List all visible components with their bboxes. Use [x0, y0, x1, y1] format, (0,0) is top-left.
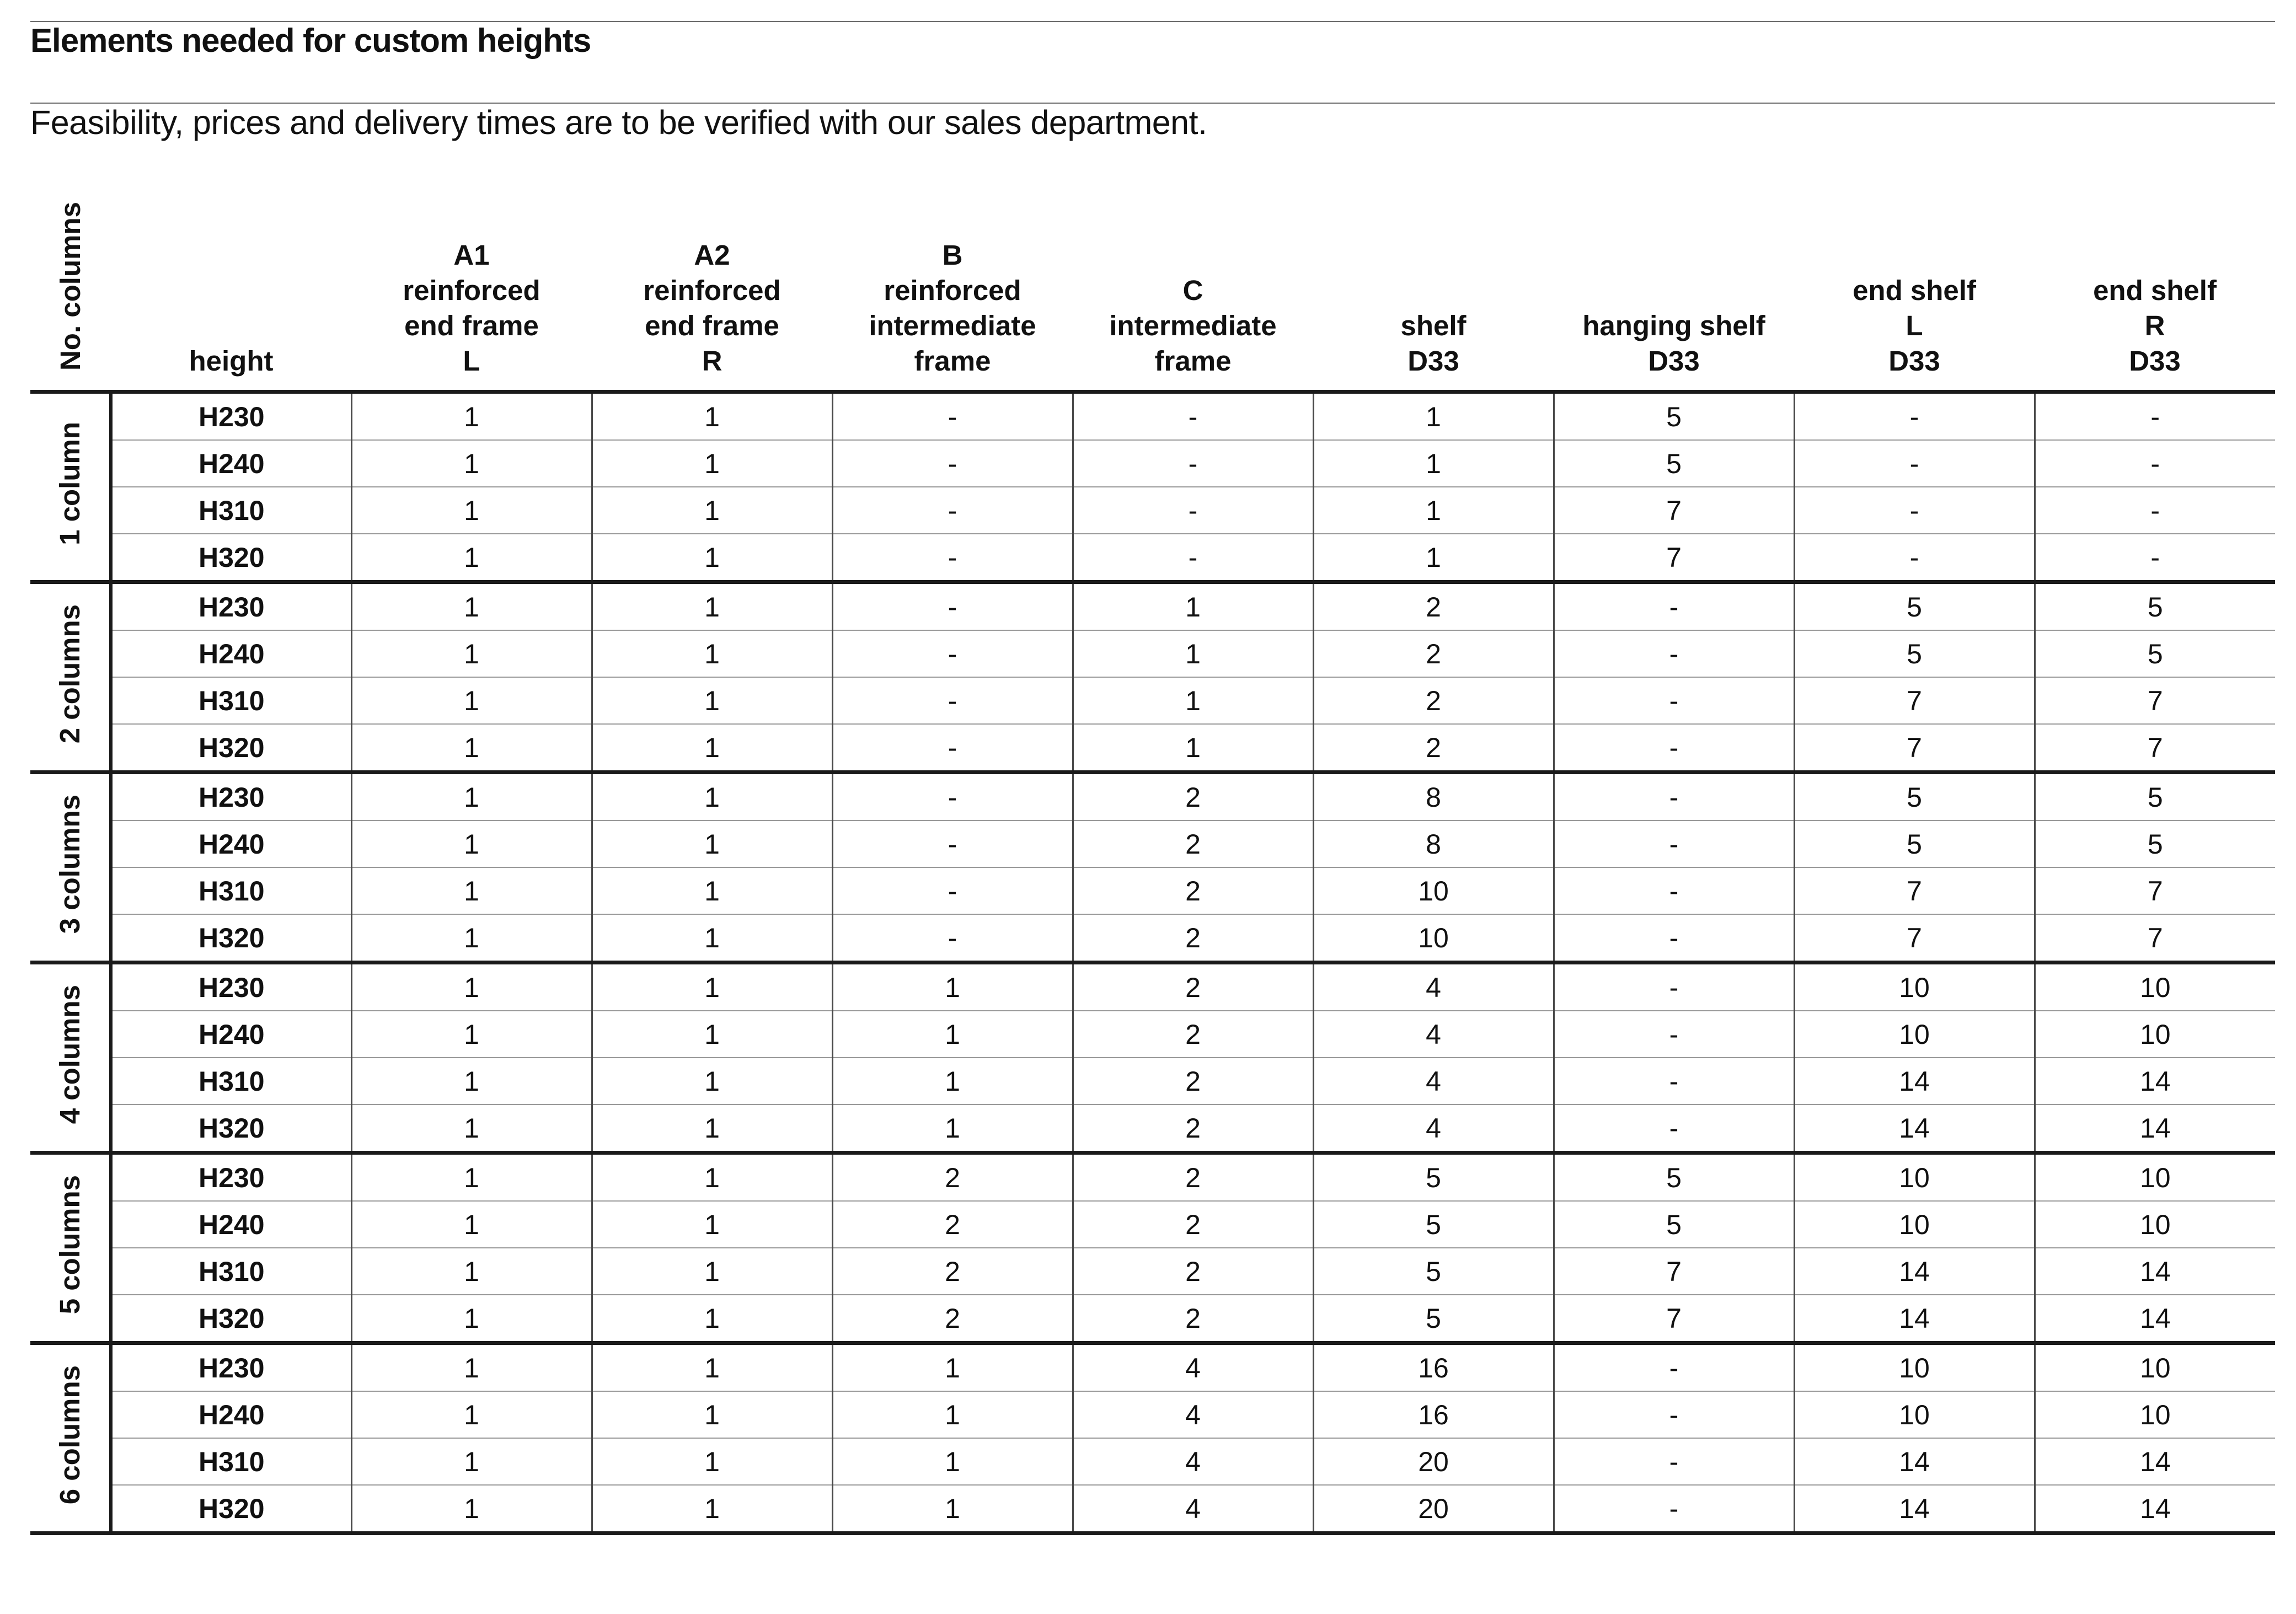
quantity-cell: 7 — [1554, 534, 1794, 582]
quantity-cell: 1 — [351, 1343, 592, 1392]
quantity-cell: 1 — [351, 440, 592, 487]
height-cell: H310 — [111, 867, 351, 914]
table-row — [30, 1248, 2275, 1295]
quantity-cell: 1 — [351, 487, 592, 534]
column-header-line: end shelf — [2093, 275, 2217, 306]
height-cell: H320 — [111, 534, 351, 582]
quantity-cell: 10 — [1794, 1153, 2035, 1202]
table-row — [30, 582, 2275, 631]
quantity-cell: 5 — [1313, 1248, 1554, 1295]
height-cell: H320 — [111, 914, 351, 963]
quantity-cell: 1 — [351, 1011, 592, 1058]
quantity-cell: - — [1554, 1343, 1794, 1392]
height-cell: H230 — [111, 773, 351, 821]
quantity-cell: - — [832, 677, 1073, 724]
height-cell: H310 — [111, 1248, 351, 1295]
quantity-cell: - — [832, 724, 1073, 773]
quantity-cell: 1 — [351, 582, 592, 631]
column-header-line: D33 — [1407, 345, 1459, 377]
table-row — [30, 1343, 2275, 1392]
column-header — [1313, 165, 1554, 392]
quantity-cell: - — [832, 914, 1073, 963]
column-group-label: 4 columns — [53, 984, 85, 1124]
quantity-cell: 5 — [1313, 1201, 1554, 1248]
quantity-cell: 7 — [1794, 724, 2035, 773]
quantity-cell: 2 — [1073, 773, 1313, 821]
quantity-cell: 10 — [1313, 914, 1554, 963]
quantity-cell: 2 — [1073, 1153, 1313, 1202]
table-row — [30, 1391, 2275, 1438]
table-row — [30, 1438, 2275, 1485]
quantity-cell: 14 — [1794, 1058, 2035, 1104]
quantity-cell: 1 — [351, 914, 592, 963]
quantity-cell: 10 — [1794, 1343, 2035, 1392]
quantity-cell: 5 — [2035, 630, 2275, 677]
quantity-cell: - — [832, 534, 1073, 582]
quantity-cell: - — [832, 392, 1073, 441]
quantity-cell: 8 — [1313, 821, 1554, 867]
column-group-label: 5 columns — [53, 1175, 85, 1315]
quantity-cell: 1 — [351, 1104, 592, 1153]
quantity-cell: - — [832, 821, 1073, 867]
quantity-cell: - — [1554, 1438, 1794, 1485]
quantity-cell: 1 — [351, 1485, 592, 1533]
height-cell: H310 — [111, 487, 351, 534]
table-row — [30, 1058, 2275, 1104]
height-cell: H240 — [111, 630, 351, 677]
quantity-cell: - — [1794, 392, 2035, 441]
column-header-line: R — [2144, 310, 2165, 341]
height-cell: H320 — [111, 1295, 351, 1343]
column-header — [832, 165, 1073, 392]
quantity-cell: 2 — [1073, 1295, 1313, 1343]
table-row — [30, 867, 2275, 914]
quantity-cell: 1 — [592, 1104, 832, 1153]
quantity-cell: - — [1554, 724, 1794, 773]
table-row — [30, 914, 2275, 963]
quantity-cell: 7 — [2035, 914, 2275, 963]
column-group-cell — [30, 1343, 111, 1533]
quantity-cell: 1 — [592, 1438, 832, 1485]
column-header — [1073, 165, 1313, 392]
quantity-cell: - — [1073, 487, 1313, 534]
quantity-cell: 10 — [2035, 1011, 2275, 1058]
quantity-cell: 1 — [351, 1438, 592, 1485]
height-cell: H230 — [111, 1153, 351, 1202]
table-row — [30, 1153, 2275, 1202]
quantity-cell: - — [832, 867, 1073, 914]
table-row — [30, 963, 2275, 1011]
column-header-line: intermediate — [869, 310, 1036, 341]
quantity-cell: - — [1554, 1104, 1794, 1153]
quantity-cell: 8 — [1313, 773, 1554, 821]
quantity-cell: 1 — [832, 1485, 1073, 1533]
quantity-cell: 16 — [1313, 1391, 1554, 1438]
height-cell: H230 — [111, 582, 351, 631]
quantity-cell: 1 — [592, 1248, 832, 1295]
quantity-cell: 10 — [1794, 1201, 2035, 1248]
quantity-cell: - — [832, 582, 1073, 631]
table-row — [30, 821, 2275, 867]
page-title: Elements needed for custom heights — [30, 22, 591, 59]
quantity-cell: 20 — [1313, 1485, 1554, 1533]
column-header — [111, 165, 351, 392]
height-cell: H240 — [111, 1391, 351, 1438]
quantity-cell: 1 — [592, 821, 832, 867]
quantity-cell: 4 — [1073, 1343, 1313, 1392]
header-row — [30, 165, 2275, 392]
table-row — [30, 1104, 2275, 1153]
quantity-cell: 16 — [1313, 1343, 1554, 1392]
quantity-cell: 2 — [1073, 1201, 1313, 1248]
height-cell: H230 — [111, 392, 351, 441]
quantity-cell: 1 — [351, 534, 592, 582]
quantity-cell: 1 — [351, 1153, 592, 1202]
quantity-cell: 1 — [592, 487, 832, 534]
quantity-cell: 14 — [1794, 1104, 2035, 1153]
height-cell: H240 — [111, 821, 351, 867]
quantity-cell: 1 — [1073, 582, 1313, 631]
quantity-cell: 14 — [2035, 1295, 2275, 1343]
quantity-cell: 2 — [1073, 1011, 1313, 1058]
elements-table — [30, 165, 2275, 1535]
quantity-cell: 1 — [592, 630, 832, 677]
quantity-cell: 10 — [1313, 867, 1554, 914]
quantity-cell: 5 — [2035, 821, 2275, 867]
quantity-cell: - — [1554, 867, 1794, 914]
height-cell: H240 — [111, 440, 351, 487]
table-row — [30, 1201, 2275, 1248]
quantity-cell: 1 — [351, 1201, 592, 1248]
quantity-cell: 1 — [592, 1485, 832, 1533]
quantity-cell: - — [1554, 1058, 1794, 1104]
quantity-cell: 14 — [2035, 1485, 2275, 1533]
column-header-line: end shelf — [1853, 275, 1976, 306]
quantity-cell: 1 — [351, 1391, 592, 1438]
quantity-cell: 1 — [592, 867, 832, 914]
height-cell: H310 — [111, 677, 351, 724]
quantity-cell: 1 — [1073, 724, 1313, 773]
column-group-cell — [30, 1153, 111, 1343]
quantity-cell: 1 — [351, 773, 592, 821]
quantity-cell: 2 — [832, 1295, 1073, 1343]
quantity-cell: 1 — [1313, 392, 1554, 441]
quantity-cell: 5 — [1554, 440, 1794, 487]
quantity-cell: 10 — [2035, 1391, 2275, 1438]
quantity-cell: 1 — [1073, 630, 1313, 677]
table-row — [30, 630, 2275, 677]
quantity-cell: 10 — [2035, 1343, 2275, 1392]
column-header-line: L — [463, 345, 480, 377]
column-group-cell — [30, 582, 111, 773]
quantity-cell: 1 — [351, 392, 592, 441]
height-cell: H240 — [111, 1201, 351, 1248]
quantity-cell: 5 — [1554, 392, 1794, 441]
column-header-line: D33 — [1888, 345, 1940, 377]
quantity-cell: 2 — [832, 1153, 1073, 1202]
quantity-cell: 10 — [1794, 1011, 2035, 1058]
column-header-line: shelf — [1400, 310, 1467, 341]
table-row — [30, 1485, 2275, 1533]
header-no-columns-label: No. columns — [55, 201, 86, 371]
quantity-cell: 10 — [1794, 1391, 2035, 1438]
column-header-line: R — [702, 345, 722, 377]
quantity-cell: 10 — [2035, 1201, 2275, 1248]
column-header-line: L — [1906, 310, 1923, 341]
column-header — [1554, 165, 1794, 392]
quantity-cell: 14 — [2035, 1104, 2275, 1153]
quantity-cell: 2 — [832, 1201, 1073, 1248]
table-body — [30, 392, 2275, 1533]
quantity-cell: 2 — [1073, 867, 1313, 914]
column-header-line: end frame — [404, 310, 539, 341]
quantity-cell: 1 — [592, 392, 832, 441]
column-header — [592, 165, 832, 392]
column-header — [351, 165, 592, 392]
quantity-cell: - — [1554, 963, 1794, 1011]
quantity-cell: - — [2035, 534, 2275, 582]
quantity-cell: 5 — [1794, 773, 2035, 821]
column-header-line: reinforced — [403, 275, 540, 306]
quantity-cell: - — [832, 773, 1073, 821]
quantity-cell: 5 — [1313, 1295, 1554, 1343]
column-header-line: reinforced — [884, 275, 1021, 306]
quantity-cell: 14 — [1794, 1485, 2035, 1533]
column-header-line: height — [189, 345, 274, 377]
quantity-cell: - — [1073, 440, 1313, 487]
column-group-cell — [30, 392, 111, 582]
quantity-cell: 2 — [1073, 914, 1313, 963]
quantity-cell: 4 — [1313, 963, 1554, 1011]
table-row — [30, 724, 2275, 773]
quantity-cell: 1 — [1073, 677, 1313, 724]
quantity-cell: 5 — [2035, 582, 2275, 631]
quantity-cell: - — [1073, 392, 1313, 441]
height-cell: H310 — [111, 1058, 351, 1104]
quantity-cell: 1 — [351, 1295, 592, 1343]
quantity-cell: 14 — [2035, 1248, 2275, 1295]
column-header-line: frame — [914, 345, 991, 377]
quantity-cell: 7 — [1794, 867, 2035, 914]
quantity-cell: - — [1794, 487, 2035, 534]
quantity-cell: 20 — [1313, 1438, 1554, 1485]
quantity-cell: 1 — [351, 630, 592, 677]
quantity-cell: 1 — [1313, 487, 1554, 534]
quantity-cell: 1 — [832, 1104, 1073, 1153]
quantity-cell: 14 — [1794, 1295, 2035, 1343]
quantity-cell: 1 — [351, 677, 592, 724]
quantity-cell: - — [1794, 534, 2035, 582]
quantity-cell: 2 — [1313, 677, 1554, 724]
quantity-cell: 4 — [1313, 1011, 1554, 1058]
quantity-cell: 1 — [832, 1391, 1073, 1438]
quantity-cell: 1 — [592, 1391, 832, 1438]
quantity-cell: 1 — [592, 1011, 832, 1058]
quantity-cell: 1 — [592, 1201, 832, 1248]
quantity-cell: 7 — [2035, 867, 2275, 914]
quantity-cell: - — [1554, 582, 1794, 631]
quantity-cell: 5 — [2035, 773, 2275, 821]
quantity-cell: 2 — [1073, 1248, 1313, 1295]
column-header-line: end frame — [645, 310, 779, 341]
quantity-cell: 1 — [592, 1343, 832, 1392]
quantity-cell: 1 — [592, 677, 832, 724]
quantity-cell: 5 — [1554, 1201, 1794, 1248]
quantity-cell: 7 — [1794, 914, 2035, 963]
quantity-cell: - — [832, 487, 1073, 534]
quantity-cell: 1 — [832, 963, 1073, 1011]
quantity-cell: - — [1554, 1485, 1794, 1533]
column-group-label: 3 columns — [53, 794, 85, 934]
quantity-cell: 5 — [1794, 582, 2035, 631]
quantity-cell: 7 — [2035, 677, 2275, 724]
quantity-cell: 1 — [351, 1058, 592, 1104]
quantity-cell: 10 — [2035, 1153, 2275, 1202]
quantity-cell: - — [1554, 821, 1794, 867]
quantity-cell: 1 — [351, 867, 592, 914]
quantity-cell: 2 — [1313, 630, 1554, 677]
quantity-cell: - — [1554, 677, 1794, 724]
quantity-cell: 4 — [1073, 1438, 1313, 1485]
height-cell: H320 — [111, 1485, 351, 1533]
table-row — [30, 487, 2275, 534]
page-subtitle: Feasibility, prices and delivery times are to be verified with our sales department. — [30, 104, 1207, 141]
quantity-cell: 5 — [1554, 1153, 1794, 1202]
table-row — [30, 1011, 2275, 1058]
quantity-cell: - — [1554, 1011, 1794, 1058]
column-header — [1794, 165, 2035, 392]
quantity-cell: 7 — [2035, 724, 2275, 773]
quantity-cell: 4 — [1313, 1104, 1554, 1153]
quantity-cell: 4 — [1313, 1058, 1554, 1104]
quantity-cell: 2 — [832, 1248, 1073, 1295]
quantity-cell: 1 — [592, 1058, 832, 1104]
column-group-label: 2 columns — [53, 604, 85, 744]
quantity-cell: 1 — [592, 1153, 832, 1202]
table-row — [30, 677, 2275, 724]
quantity-cell: 5 — [1794, 630, 2035, 677]
quantity-cell: - — [2035, 487, 2275, 534]
column-header-line: intermediate — [1109, 310, 1277, 341]
column-header-line: A2 — [694, 239, 730, 271]
quantity-cell: - — [1554, 630, 1794, 677]
height-cell: H230 — [111, 963, 351, 1011]
column-group-label: 1 column — [53, 422, 85, 545]
quantity-cell: 1 — [592, 724, 832, 773]
quantity-cell: 2 — [1073, 963, 1313, 1011]
quantity-cell: 1 — [1313, 440, 1554, 487]
quantity-cell: 5 — [1313, 1153, 1554, 1202]
column-group-cell — [30, 773, 111, 963]
height-cell: H230 — [111, 1343, 351, 1392]
quantity-cell: - — [2035, 392, 2275, 441]
quantity-cell: 1 — [592, 963, 832, 1011]
quantity-cell: 1 — [1313, 534, 1554, 582]
quantity-cell: 10 — [1794, 963, 2035, 1011]
quantity-cell: 2 — [1073, 1058, 1313, 1104]
quantity-cell: 2 — [1313, 582, 1554, 631]
table-header — [30, 165, 2275, 392]
table-row — [30, 440, 2275, 487]
quantity-cell: 10 — [2035, 963, 2275, 1011]
column-header-line: C — [1182, 275, 1203, 306]
quantity-cell: 4 — [1073, 1391, 1313, 1438]
table-row — [30, 773, 2275, 821]
quantity-cell: - — [1794, 440, 2035, 487]
quantity-cell: 1 — [592, 582, 832, 631]
quantity-cell: 7 — [1794, 677, 2035, 724]
quantity-cell: 1 — [592, 914, 832, 963]
quantity-cell: 1 — [832, 1343, 1073, 1392]
quantity-cell: - — [1554, 1391, 1794, 1438]
quantity-cell: 7 — [1554, 1248, 1794, 1295]
quantity-cell: 5 — [1794, 821, 2035, 867]
quantity-cell: 2 — [1073, 1104, 1313, 1153]
quantity-cell: - — [1554, 773, 1794, 821]
quantity-cell: 14 — [1794, 1438, 2035, 1485]
quantity-cell: 1 — [592, 534, 832, 582]
quantity-cell: 7 — [1554, 1295, 1794, 1343]
quantity-cell: - — [1554, 914, 1794, 963]
quantity-cell: 1 — [832, 1438, 1073, 1485]
quantity-cell: - — [832, 440, 1073, 487]
quantity-cell: 14 — [2035, 1438, 2275, 1485]
column-group-cell — [30, 963, 111, 1153]
quantity-cell: 1 — [592, 440, 832, 487]
column-header-line: frame — [1154, 345, 1232, 377]
header-no-columns — [30, 165, 111, 392]
column-header-line: D33 — [1648, 345, 1700, 377]
quantity-cell: 1 — [351, 821, 592, 867]
height-cell: H320 — [111, 1104, 351, 1153]
column-header-line: D33 — [2129, 345, 2181, 377]
quantity-cell: 2 — [1073, 821, 1313, 867]
column-group-label: 6 columns — [53, 1365, 85, 1505]
quantity-cell: 1 — [832, 1011, 1073, 1058]
column-header-line: hanging shelf — [1582, 310, 1765, 341]
height-cell: H320 — [111, 724, 351, 773]
height-cell: H310 — [111, 1438, 351, 1485]
quantity-cell: 1 — [351, 963, 592, 1011]
column-header-line: A1 — [453, 239, 490, 271]
quantity-cell: 14 — [2035, 1058, 2275, 1104]
table-row — [30, 1295, 2275, 1343]
quantity-cell: - — [1073, 534, 1313, 582]
table-row — [30, 534, 2275, 582]
quantity-cell: 1 — [592, 1295, 832, 1343]
quantity-cell: 4 — [1073, 1485, 1313, 1533]
quantity-cell: 1 — [351, 1248, 592, 1295]
height-cell: H240 — [111, 1011, 351, 1058]
column-header — [2035, 165, 2275, 392]
column-header-line: B — [942, 239, 963, 271]
quantity-cell: - — [2035, 440, 2275, 487]
quantity-cell: 1 — [592, 773, 832, 821]
quantity-cell: 7 — [1554, 487, 1794, 534]
column-header-line: reinforced — [643, 275, 781, 306]
quantity-cell: 2 — [1313, 724, 1554, 773]
quantity-cell: 14 — [1794, 1248, 2035, 1295]
table-row — [30, 392, 2275, 441]
quantity-cell: 1 — [351, 724, 592, 773]
quantity-cell: - — [832, 630, 1073, 677]
quantity-cell: 1 — [832, 1058, 1073, 1104]
